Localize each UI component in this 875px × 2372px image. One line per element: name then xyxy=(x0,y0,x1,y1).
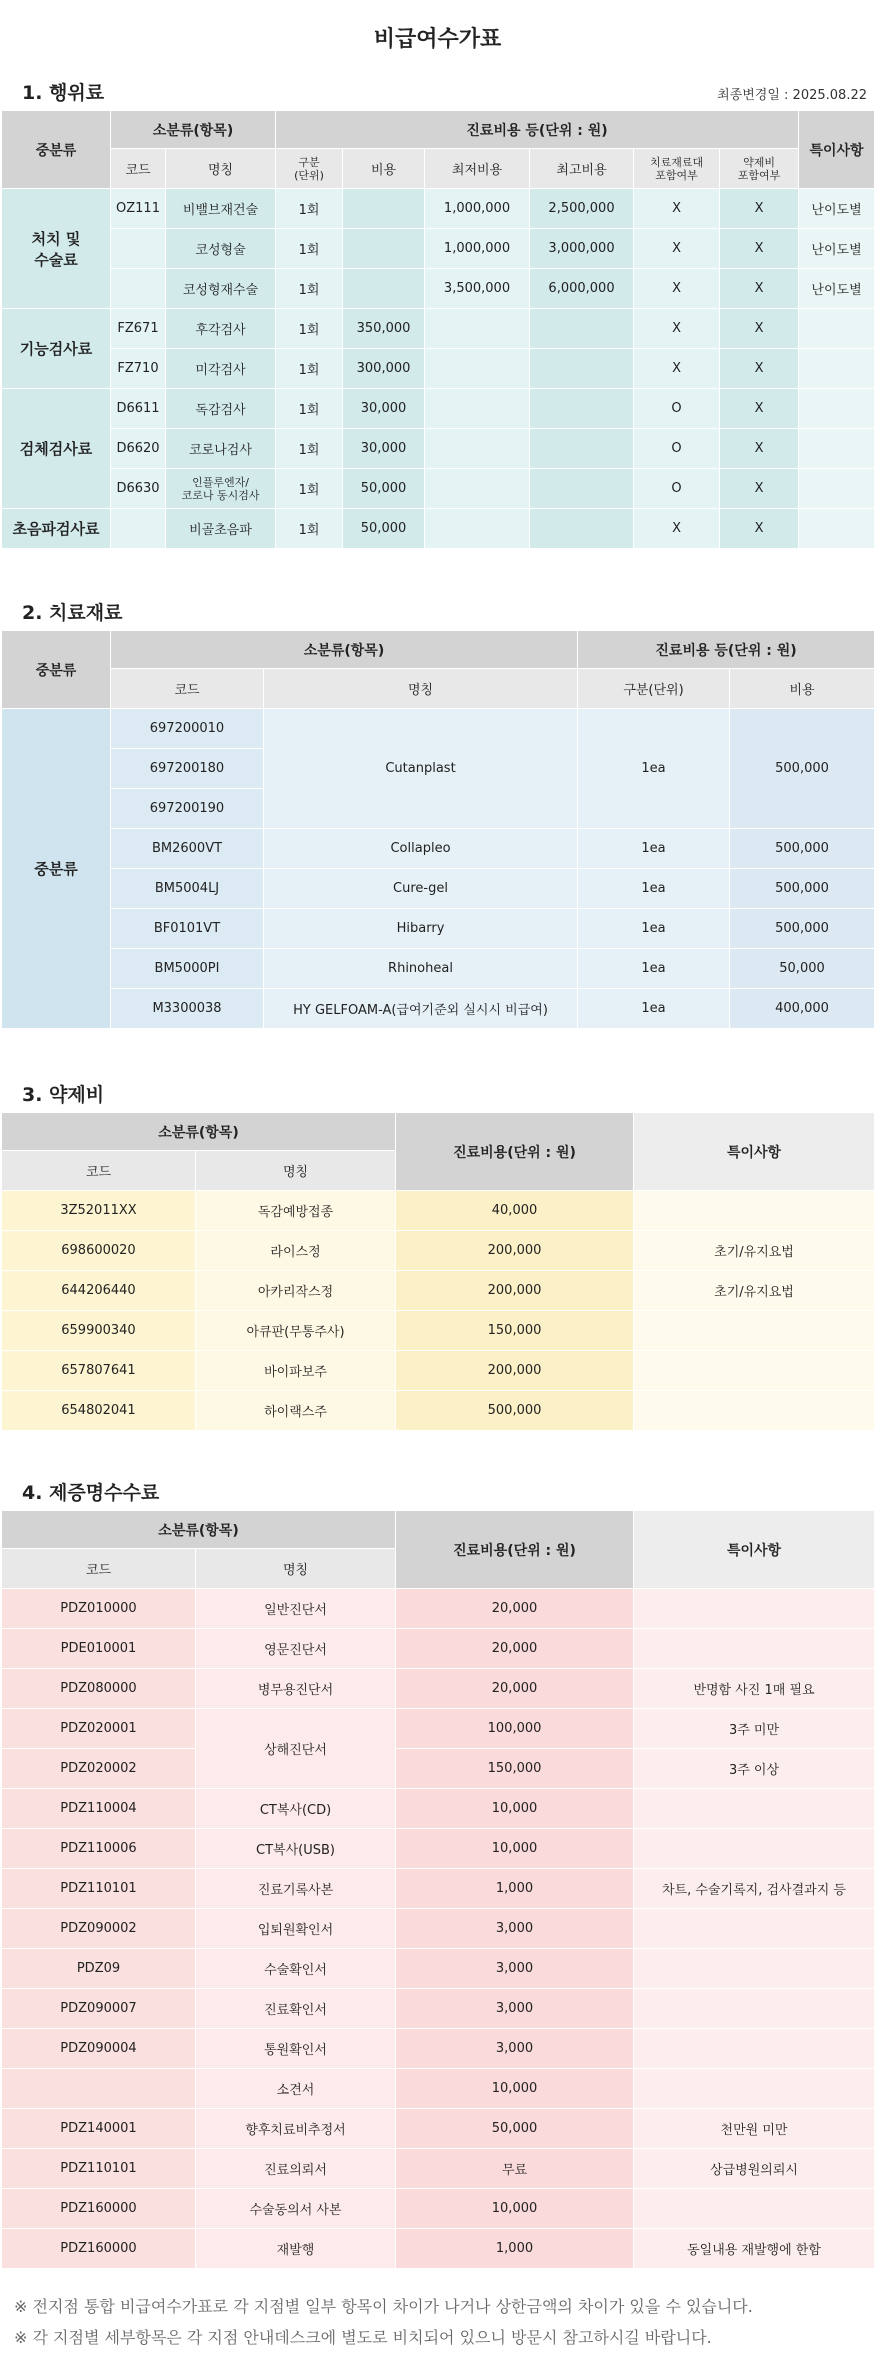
cell-code: FZ671 xyxy=(111,309,166,349)
certificate-fee-table xyxy=(1,1510,875,2269)
cell-note xyxy=(634,1949,875,1989)
col-name: 명칭 xyxy=(166,149,276,189)
cell-note xyxy=(634,2069,875,2109)
cell-fee: 40,000 xyxy=(396,1191,634,1231)
cell-code: PDZ110101 xyxy=(2,2149,196,2189)
cell-code xyxy=(111,229,166,269)
group-label: 기능검사료 xyxy=(2,309,111,389)
cell-note xyxy=(799,429,875,469)
table-row xyxy=(2,1589,875,1629)
cell-name: CT복사(USB) xyxy=(196,1829,396,1869)
cell-name: 인플루엔자/ 코로나 동시검사 xyxy=(166,469,276,509)
cell-fee: 350,000 xyxy=(343,309,425,349)
cell-unit: 1회 xyxy=(276,189,343,229)
cell-fee: 200,000 xyxy=(396,1351,634,1391)
table-row xyxy=(2,349,875,389)
cell-note xyxy=(799,389,875,429)
table-row xyxy=(2,1829,875,1869)
cell-name: 아큐판(무통주사) xyxy=(196,1311,396,1351)
cell-code: PDZ09 xyxy=(2,1949,196,1989)
cell-fee: 10,000 xyxy=(396,1789,634,1829)
col-sub-category: 소분류(항목) xyxy=(2,1113,396,1151)
cell-name: 통원확인서 xyxy=(196,2029,396,2069)
cell-name: 병무용진단서 xyxy=(196,1669,396,1709)
cell-material: X xyxy=(634,269,720,309)
col-note: 특이사항 xyxy=(634,1511,875,1589)
cell-drug: X xyxy=(720,189,799,229)
cell-code: PDZ140001 xyxy=(2,2109,196,2149)
cell-name: 미각검사 xyxy=(166,349,276,389)
cell-code: PDZ010000 xyxy=(2,1589,196,1629)
section-title-drugs: 3. 약제비 xyxy=(22,1084,105,1106)
cell-unit: 1회 xyxy=(276,269,343,309)
cell-max xyxy=(530,349,634,389)
cell-drug: X xyxy=(720,509,799,549)
col-code: 코드 xyxy=(2,1549,196,1589)
table-row xyxy=(2,429,875,469)
table-row xyxy=(2,949,875,989)
table-row xyxy=(2,189,875,229)
table-row xyxy=(2,2229,875,2269)
cell-note xyxy=(634,1351,875,1391)
cell-name: 독감예방접종 xyxy=(196,1191,396,1231)
col-min: 최저비용 xyxy=(425,149,530,189)
cell-fee: 3,000 xyxy=(396,2029,634,2069)
cell-code xyxy=(2,2069,196,2109)
cell-fee: 200,000 xyxy=(396,1271,634,1311)
cell-unit: 1회 xyxy=(276,389,343,429)
table-row xyxy=(2,1669,875,1709)
cell-code xyxy=(111,269,166,309)
table-row xyxy=(2,1909,875,1949)
group-label: 검체검사료 xyxy=(2,389,111,509)
cell-fee xyxy=(343,229,425,269)
page-title: 비급여수가표 xyxy=(373,27,502,52)
cell-name: 영문진단서 xyxy=(196,1629,396,1669)
col-code: 코드 xyxy=(111,669,264,709)
cell-material: X xyxy=(634,309,720,349)
col-drug-included: 약제비 포함여부 xyxy=(720,149,799,189)
cell-name: HY GELFOAM-A(급여기준외 실시시 비급여) xyxy=(264,989,578,1029)
cell-unit: 1회 xyxy=(276,349,343,389)
table-row xyxy=(2,1391,875,1431)
group-label: 처치 및 수술료 xyxy=(2,189,111,309)
cell-name: 향후치료비추정서 xyxy=(196,2109,396,2149)
cell-note: 초기/유지요법 xyxy=(634,1271,875,1311)
cell-fee: 50,000 xyxy=(730,949,875,989)
col-mid-category: 중분류 xyxy=(2,631,111,709)
cell-min xyxy=(425,509,530,549)
cell-unit: 1회 xyxy=(276,229,343,269)
cell-unit: 1ea xyxy=(578,829,730,869)
group-label: 초음파검사료 xyxy=(2,509,111,549)
cell-name: Collapleo xyxy=(264,829,578,869)
col-fee: 비용 xyxy=(730,669,875,709)
cell-name: 코성형재수술 xyxy=(166,269,276,309)
table-row xyxy=(2,1749,875,1789)
cell-name: 독감검사 xyxy=(166,389,276,429)
cell-name: 아카리작스정 xyxy=(196,1271,396,1311)
cell-note xyxy=(634,1311,875,1351)
cell-note: 난이도별 xyxy=(799,189,875,229)
cell-note xyxy=(799,349,875,389)
cell-fee: 3,000 xyxy=(396,1909,634,1949)
cell-min xyxy=(425,389,530,429)
cell-code: D6620 xyxy=(111,429,166,469)
section-title-procedures: 1. 행위료 xyxy=(22,82,105,104)
cell-name: 바이파보주 xyxy=(196,1351,396,1391)
cell-drug: X xyxy=(720,229,799,269)
col-cost-group: 진료비용 등(단위 : 원) xyxy=(276,111,799,149)
cell-code: PDZ160000 xyxy=(2,2189,196,2229)
cell-max xyxy=(530,429,634,469)
cell-max: 2,500,000 xyxy=(530,189,634,229)
col-sub-category: 소분류(항목) xyxy=(111,111,276,149)
cell-code: OZ111 xyxy=(111,189,166,229)
cell-unit: 1회 xyxy=(276,429,343,469)
col-unit: 구분 (단위) xyxy=(276,149,343,189)
cell-name: 소견서 xyxy=(196,2069,396,2109)
cell-code: PDZ110006 xyxy=(2,1829,196,1869)
col-material-included: 치료재료대 포함여부 xyxy=(634,149,720,189)
cell-fee: 20,000 xyxy=(396,1669,634,1709)
cell-fee: 150,000 xyxy=(396,1311,634,1351)
section-title-certificates: 4. 제증명수수료 xyxy=(22,1482,160,1504)
table-row xyxy=(2,389,875,429)
cell-note xyxy=(799,469,875,509)
cell-fee: 50,000 xyxy=(396,2109,634,2149)
cell-max xyxy=(530,389,634,429)
table-row xyxy=(2,1629,875,1669)
cell-code: 697200190 xyxy=(111,789,264,829)
cell-drug: X xyxy=(720,429,799,469)
cell-note: 차트, 수술기록지, 검사결과지 등 xyxy=(634,1869,875,1909)
table-row xyxy=(2,1191,875,1231)
cell-drug: X xyxy=(720,309,799,349)
cell-note xyxy=(634,1191,875,1231)
cell-code: 697200010 xyxy=(111,709,264,749)
cell-note xyxy=(634,2189,875,2229)
cell-note: 난이도별 xyxy=(799,229,875,269)
cell-code xyxy=(111,509,166,549)
cell-code: 698600020 xyxy=(2,1231,196,1271)
col-name: 명칭 xyxy=(196,1549,396,1589)
cell-unit: 1ea xyxy=(578,709,730,829)
cell-min: 3,500,000 xyxy=(425,269,530,309)
cell-code: 654802041 xyxy=(2,1391,196,1431)
table-row xyxy=(2,229,875,269)
cell-note: 동일내용 재발행에 한함 xyxy=(634,2229,875,2269)
cell-unit: 1ea xyxy=(578,869,730,909)
cell-note xyxy=(634,1909,875,1949)
cell-max xyxy=(530,309,634,349)
cell-unit: 1ea xyxy=(578,909,730,949)
cell-name: Rhinoheal xyxy=(264,949,578,989)
table-row xyxy=(2,1351,875,1391)
cell-note: 반명함 사진 1매 필요 xyxy=(634,1669,875,1709)
cell-code: BF0101VT xyxy=(111,909,264,949)
table-row xyxy=(2,869,875,909)
cell-note: 상급병원의뢰시 xyxy=(634,2149,875,2189)
cell-fee: 10,000 xyxy=(396,2189,634,2229)
cell-material: X xyxy=(634,509,720,549)
col-note: 특이사항 xyxy=(634,1113,875,1191)
cell-fee: 100,000 xyxy=(396,1709,634,1749)
cell-min: 1,000,000 xyxy=(425,189,530,229)
cell-note: 3주 미만 xyxy=(634,1709,875,1749)
cell-fee: 3,000 xyxy=(396,1989,634,2029)
cell-code: PDZ020001 xyxy=(2,1709,196,1749)
cell-fee: 1,000 xyxy=(396,1869,634,1909)
col-cost: 진료비용(단위 : 원) xyxy=(396,1511,634,1589)
table-row xyxy=(2,829,875,869)
col-code: 코드 xyxy=(111,149,166,189)
table-row xyxy=(2,1949,875,1989)
col-note: 특이사항 xyxy=(799,111,875,189)
cell-note xyxy=(634,1391,875,1431)
cell-unit: 1ea xyxy=(578,989,730,1029)
cell-code: PDZ160000 xyxy=(2,2229,196,2269)
cell-min: 1,000,000 xyxy=(425,229,530,269)
cell-note: 난이도별 xyxy=(799,269,875,309)
cell-note xyxy=(634,1589,875,1629)
cell-max xyxy=(530,469,634,509)
cell-name: 코로나검사 xyxy=(166,429,276,469)
cell-fee: 1,000 xyxy=(396,2229,634,2269)
table-row xyxy=(2,469,875,509)
cell-name: 일반진단서 xyxy=(196,1589,396,1629)
col-cost-group: 진료비용 등(단위 : 원) xyxy=(578,631,875,669)
col-unit: 구분(단위) xyxy=(578,669,730,709)
cell-name: Cure-gel xyxy=(264,869,578,909)
cell-material: X xyxy=(634,189,720,229)
cell-name: 비골초음파 xyxy=(166,509,276,549)
cell-name: Hibarry xyxy=(264,909,578,949)
col-sub-category: 소분류(항목) xyxy=(111,631,578,669)
cell-fee: 3,000 xyxy=(396,1949,634,1989)
cell-code: PDZ020002 xyxy=(2,1749,196,1789)
table-row xyxy=(2,1311,875,1351)
cell-note xyxy=(634,2029,875,2069)
table-row xyxy=(2,709,875,749)
cell-code: 3Z52011XX xyxy=(2,1191,196,1231)
material-fee-table xyxy=(1,630,875,1029)
cell-code: PDZ090007 xyxy=(2,1989,196,2029)
cell-code: 644206440 xyxy=(2,1271,196,1311)
cell-note: 3주 이상 xyxy=(634,1749,875,1789)
cell-fee: 200,000 xyxy=(396,1231,634,1271)
cell-unit: 1회 xyxy=(276,509,343,549)
cell-material: X xyxy=(634,349,720,389)
cell-code: M3300038 xyxy=(111,989,264,1029)
cell-code: PDE010001 xyxy=(2,1629,196,1669)
cell-fee: 50,000 xyxy=(343,509,425,549)
table-row xyxy=(2,1271,875,1311)
drug-fee-table xyxy=(1,1112,875,1431)
cell-name: 재발행 xyxy=(196,2229,396,2269)
cell-fee: 400,000 xyxy=(730,989,875,1029)
cell-fee: 20,000 xyxy=(396,1629,634,1669)
cell-code: FZ710 xyxy=(111,349,166,389)
cell-min xyxy=(425,349,530,389)
col-code: 코드 xyxy=(2,1151,196,1191)
cell-fee: 30,000 xyxy=(343,389,425,429)
cell-code: 659900340 xyxy=(2,1311,196,1351)
cell-unit: 1회 xyxy=(276,469,343,509)
section-title-materials: 2. 치료재료 xyxy=(22,602,123,624)
cell-fee: 500,000 xyxy=(730,909,875,949)
cell-code: PDZ110101 xyxy=(2,1869,196,1909)
cell-material: O xyxy=(634,469,720,509)
cell-name: 후각검사 xyxy=(166,309,276,349)
cell-unit: 1회 xyxy=(276,309,343,349)
cell-fee: 50,000 xyxy=(343,469,425,509)
cell-name: 수술동의서 사본 xyxy=(196,2189,396,2229)
cell-fee: 무료 xyxy=(396,2149,634,2189)
table-row xyxy=(2,269,875,309)
cell-code: BM2600VT xyxy=(111,829,264,869)
last-updated-date: 최종변경일 : 2025.08.22 xyxy=(717,88,867,103)
cell-name: 비밸브재건술 xyxy=(166,189,276,229)
footnote: ※ 각 지점별 세부항목은 각 지점 안내데스크에 별도로 비치되어 있으니 방문시 참고하시길 바랍니다. xyxy=(14,2328,712,2347)
table-row xyxy=(2,2149,875,2189)
cell-fee: 500,000 xyxy=(730,709,875,829)
cell-note: 초기/유지요법 xyxy=(634,1231,875,1271)
cell-fee: 10,000 xyxy=(396,2069,634,2109)
cell-fee xyxy=(343,269,425,309)
cell-max: 3,000,000 xyxy=(530,229,634,269)
cell-note xyxy=(799,509,875,549)
cell-note xyxy=(634,1829,875,1869)
cell-name: 입퇴원확인서 xyxy=(196,1909,396,1949)
cell-min xyxy=(425,309,530,349)
col-name: 명칭 xyxy=(196,1151,396,1191)
col-mid-category: 중분류 xyxy=(2,111,111,189)
table-row xyxy=(2,509,875,549)
cell-note: 천만원 미만 xyxy=(634,2109,875,2149)
cell-fee: 300,000 xyxy=(343,349,425,389)
cell-drug: X xyxy=(720,349,799,389)
table-row xyxy=(2,309,875,349)
cell-max: 6,000,000 xyxy=(530,269,634,309)
cell-note xyxy=(799,309,875,349)
cell-code: 657807641 xyxy=(2,1351,196,1391)
table-row xyxy=(2,1231,875,1271)
cell-fee: 10,000 xyxy=(396,1829,634,1869)
cell-name: 진료기록사본 xyxy=(196,1869,396,1909)
cell-fee: 150,000 xyxy=(396,1749,634,1789)
cell-material: X xyxy=(634,229,720,269)
cell-name: 하이랙스주 xyxy=(196,1391,396,1431)
table-row xyxy=(2,2189,875,2229)
table-row xyxy=(2,1789,875,1829)
cell-fee xyxy=(343,189,425,229)
cell-fee: 20,000 xyxy=(396,1589,634,1629)
cell-code: 697200180 xyxy=(111,749,264,789)
table-row xyxy=(2,2109,875,2149)
table-row xyxy=(2,989,875,1029)
cell-name: 진료확인서 xyxy=(196,1989,396,2029)
col-name: 명칭 xyxy=(264,669,578,709)
col-sub-category: 소분류(항목) xyxy=(2,1511,396,1549)
cell-drug: X xyxy=(720,389,799,429)
cell-material: O xyxy=(634,389,720,429)
cell-fee: 500,000 xyxy=(730,869,875,909)
cell-code: D6611 xyxy=(111,389,166,429)
table-row xyxy=(2,909,875,949)
table-row xyxy=(2,1989,875,2029)
cell-name: 수술확인서 xyxy=(196,1949,396,1989)
cell-name: 코성형술 xyxy=(166,229,276,269)
col-max: 최고비용 xyxy=(530,149,634,189)
cell-max xyxy=(530,509,634,549)
table-row xyxy=(2,1709,875,1749)
cell-fee: 500,000 xyxy=(730,829,875,869)
footnote: ※ 전지점 통합 비급여수가표로 각 지점별 일부 항목이 차이가 나거나 상한금액의 차이가 있을 수 있습니다. xyxy=(14,2297,753,2316)
cell-min xyxy=(425,469,530,509)
table-row xyxy=(2,1869,875,1909)
col-fee: 비용 xyxy=(343,149,425,189)
table-row xyxy=(2,2069,875,2109)
cell-code: D6630 xyxy=(111,469,166,509)
cell-drug: X xyxy=(720,269,799,309)
cell-name: Cutanplast xyxy=(264,709,578,829)
cell-material: O xyxy=(634,429,720,469)
cell-fee: 500,000 xyxy=(396,1391,634,1431)
cell-code: BM5000PI xyxy=(111,949,264,989)
cell-name: 라이스정 xyxy=(196,1231,396,1271)
procedure-fee-table xyxy=(1,110,875,549)
cell-code: PDZ090002 xyxy=(2,1909,196,1949)
group-label: 중분류 xyxy=(2,709,111,1029)
cell-name: 상해진단서 xyxy=(196,1709,396,1789)
cell-name: 진료의뢰서 xyxy=(196,2149,396,2189)
cell-code: PDZ110004 xyxy=(2,1789,196,1829)
cell-code: BM5004LJ xyxy=(111,869,264,909)
cell-note xyxy=(634,1989,875,2029)
cell-unit: 1ea xyxy=(578,949,730,989)
cell-code: PDZ090004 xyxy=(2,2029,196,2069)
cell-note xyxy=(634,1789,875,1829)
cell-min xyxy=(425,429,530,469)
cell-drug: X xyxy=(720,469,799,509)
col-cost: 진료비용(단위 : 원) xyxy=(396,1113,634,1191)
cell-fee: 30,000 xyxy=(343,429,425,469)
table-row xyxy=(2,2029,875,2069)
cell-note xyxy=(634,1629,875,1669)
cell-code: PDZ080000 xyxy=(2,1669,196,1709)
cell-name: CT복사(CD) xyxy=(196,1789,396,1829)
